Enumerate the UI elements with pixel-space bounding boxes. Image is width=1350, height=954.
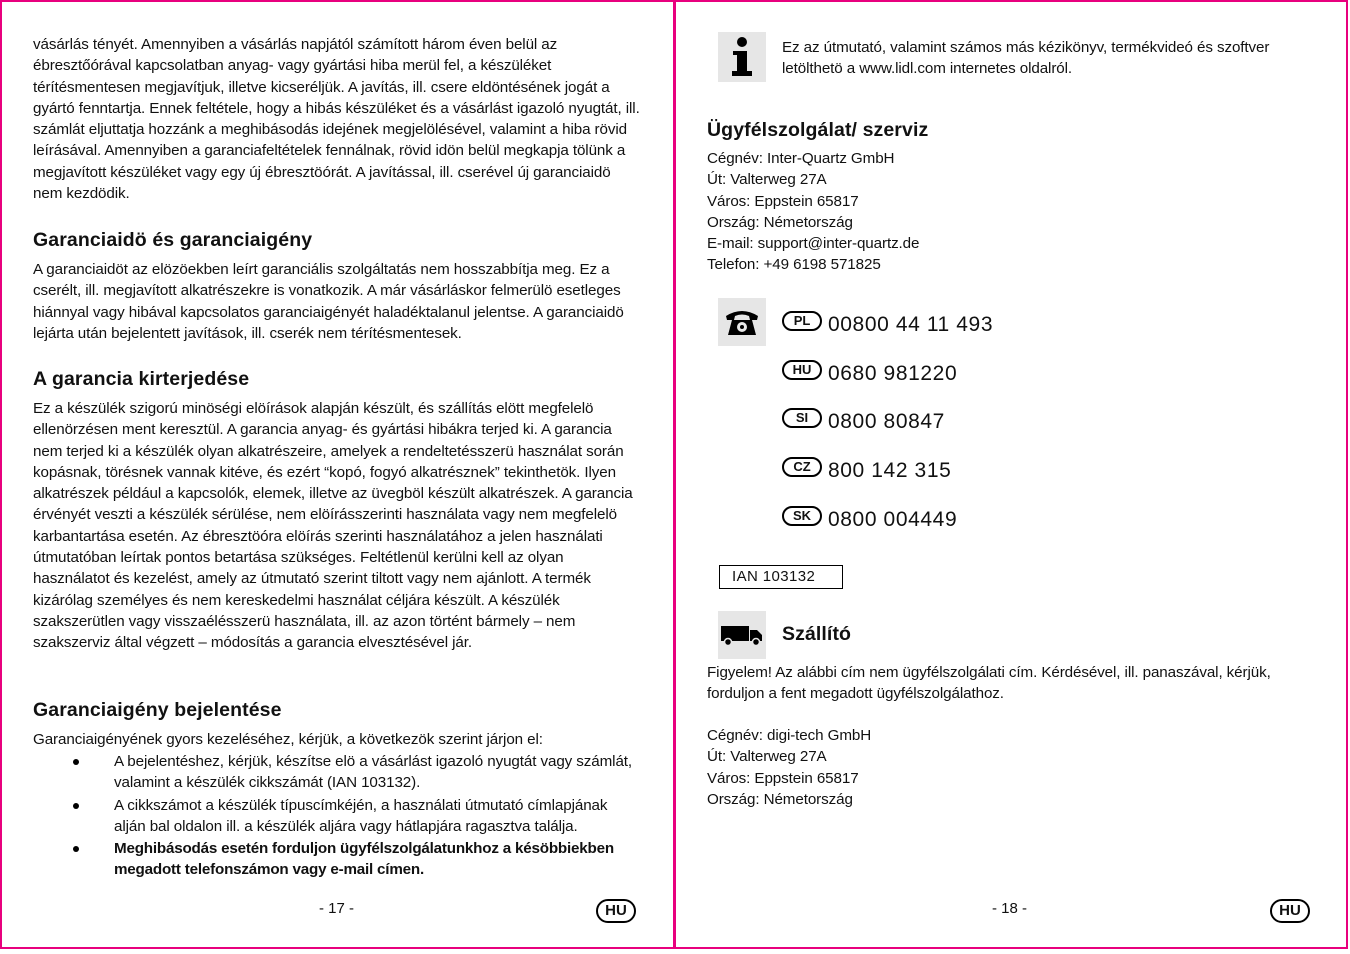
bullet-icon: [73, 803, 79, 809]
country-badge: CZ: [782, 457, 822, 477]
country-badge: PL: [782, 311, 822, 331]
list-item: Meghibásodás esetén forduljon ügyfélszolgálatunkhoz a késöbbiekben megadott telefonszámon vagy e-mail címen.: [33, 838, 643, 881]
warranty-claim-list: [33, 751, 643, 882]
left-page: [0, 0, 675, 949]
list-item: A bejelentéshez, kérjük, készítse elö a vásárlást igazoló nyugtát vagy számlát, valamint a készülék cikkszámát (IAN 103132).: [33, 751, 643, 794]
hotline-row-sk: [782, 507, 957, 533]
phone-number: 0680 981220: [828, 362, 958, 385]
phone-number: 0800 80847: [828, 410, 945, 433]
phone-number: 0800 004449: [828, 508, 958, 531]
telephone-icon: [718, 298, 766, 346]
warranty-period-body: A garanciaidöt az elözöekben leírt garanciális szolgáltatás nem hosszabbítja meg. Ez a cserélt, ill. megjavított alkatrészekre is vonatkozik. A már vásárláskor felmerülö esetleges hiánnyal vagy hibával kapcsolatos garanciaigényét haladéktalanul jelentse. A garanciaidö lejárta után bejelentett javítások, ill. cserék nem térítésmentesek.: [33, 261, 624, 342]
country-badge: SK: [782, 506, 822, 526]
info-text: Ez az útmutató, valamint számos más kézikönyv, termékvideó és szoftver letölthetö a www.lidl.com internetes oldalról.: [782, 39, 1270, 78]
warranty-period-heading: Garanciaidö és garanciaigény: [33, 229, 313, 251]
warranty-claim-heading: Garanciaigény bejelentése: [33, 699, 282, 721]
page-number: - 18 -: [992, 900, 1028, 917]
info-icon: [718, 32, 766, 82]
intro-paragraph: vásárlás tényét. Amennyiben a vásárlás napjától számított három éven belül az ébresztőórával kapcsolatban anyag- vagy gyártási hiba merül fel, a készüléket térítésmentesen megjavítjuk, illetve kicseréljük. A javítás, ill. csere eldöntésének jogát a gyártó fenntartja. Ennek feltétele, hogy a hibás készüléket és a vásárlást igazoló nyugtát, ill. számlát eljuttatja hozzánk a meghibásodás idejének megjelölésével, valamint a hiba rövid leírásával. Amennyiben a garanciafeltételek fennálnak, rövid idön belül megkapja tölünk a megjavított készüléket vagy egy új ébresztöórát. A javítással, ill. cserével új garanciaidö nem kezdödik.: [33, 36, 640, 203]
right-page: [674, 0, 1348, 949]
page-number: - 17 -: [319, 900, 355, 917]
phone-number: 00800 44 11 493: [828, 313, 994, 336]
phone-number: 800 142 315: [828, 459, 952, 482]
truck-icon: [718, 611, 766, 659]
warranty-scope-body: Ez a készülék szigorú minöségi elöírások alapján készült, és szállítás elött megfelelö ellenörzésen ment keresztül. A garancia anyag- és gyártási hibákra terjed ki. A garancia nem terjed ki a készülék olyan alkatrészeire, amelyek a rendeltetésszerü használat során kopásnak, törésnek vannak kitéve, és ezért “kopó, fogyó alkatrésznek” tekinthetök. Ilyen alkatrészek például a kapcsolók, elemek, illetve az üvegböl készült alkatrészek. A garancia érvényét veszti a készülék sérülése, nem elöírásszerinti használata vagy nem megfelelö karbantartása esetén. Az ébresztöóra elöírás szerinti használatához a jelen használati útmutatóban leírtak pontos betartása szükséges. Feltétlenül kerülni kell az olyan használatot és kezelést, amely az útmutató szerint tiltott vagy nem ajánlott. A termék kizárólag személyes és nem kereskedelmi használat céljára készült. A készülék szakszerütlen vagy visszaélésszerü használata, ill. az azon történt bármely – nem szakszerviz által végzett – módosítás a garancia elvesztésével jár.: [33, 400, 633, 652]
hotline-row-hu: [782, 361, 957, 387]
supplier-address: Cégnév: digi-tech GmbH Út: Valterweg 27A Város: Eppstein 65817 Ország: Németország: [707, 727, 872, 808]
supplier-note: Figyelem! Az alábbi cím nem ügyfélszolgálati cím. Kérdésével, ill. panaszával, kérjük, forduljon a fent megadott ügyfélszolgálathoz.: [707, 664, 1271, 703]
bullet-icon: [73, 846, 79, 852]
bullet-icon: [73, 759, 79, 765]
service-address: Cégnév: Inter-Quartz GmbH Út: Valterweg 27A Város: Eppstein 65817 Ország: Németország E-mail: support@inter-quartz.de Telefon: +49 6198 571825: [707, 150, 920, 274]
service-heading: Ügyfélszolgálat/ szerviz: [707, 119, 929, 141]
hotline-row-cz: [782, 458, 951, 484]
language-badge: HU: [1270, 899, 1310, 923]
hotline-row-si: [782, 409, 945, 435]
country-badge: HU: [782, 360, 822, 380]
hotline-row-pl: [782, 312, 993, 338]
list-item: A cikkszámot a készülék típuscímkéjén, a használati útmutató címlapjának alján bal oldalon ill. a készülék aljára vagy hátlapjára ragasztva találja.: [33, 795, 643, 838]
country-badge: SI: [782, 408, 822, 428]
warranty-claim-intro: Garanciaigényének gyors kezeléséhez, kérjük, a következök szerint járjon el:: [33, 731, 543, 748]
language-badge: HU: [596, 899, 636, 923]
warranty-scope-heading: A garancia kirterjedése: [33, 368, 250, 390]
supplier-heading: Szállító: [782, 623, 852, 645]
ian-box: IAN 103132: [719, 565, 843, 589]
